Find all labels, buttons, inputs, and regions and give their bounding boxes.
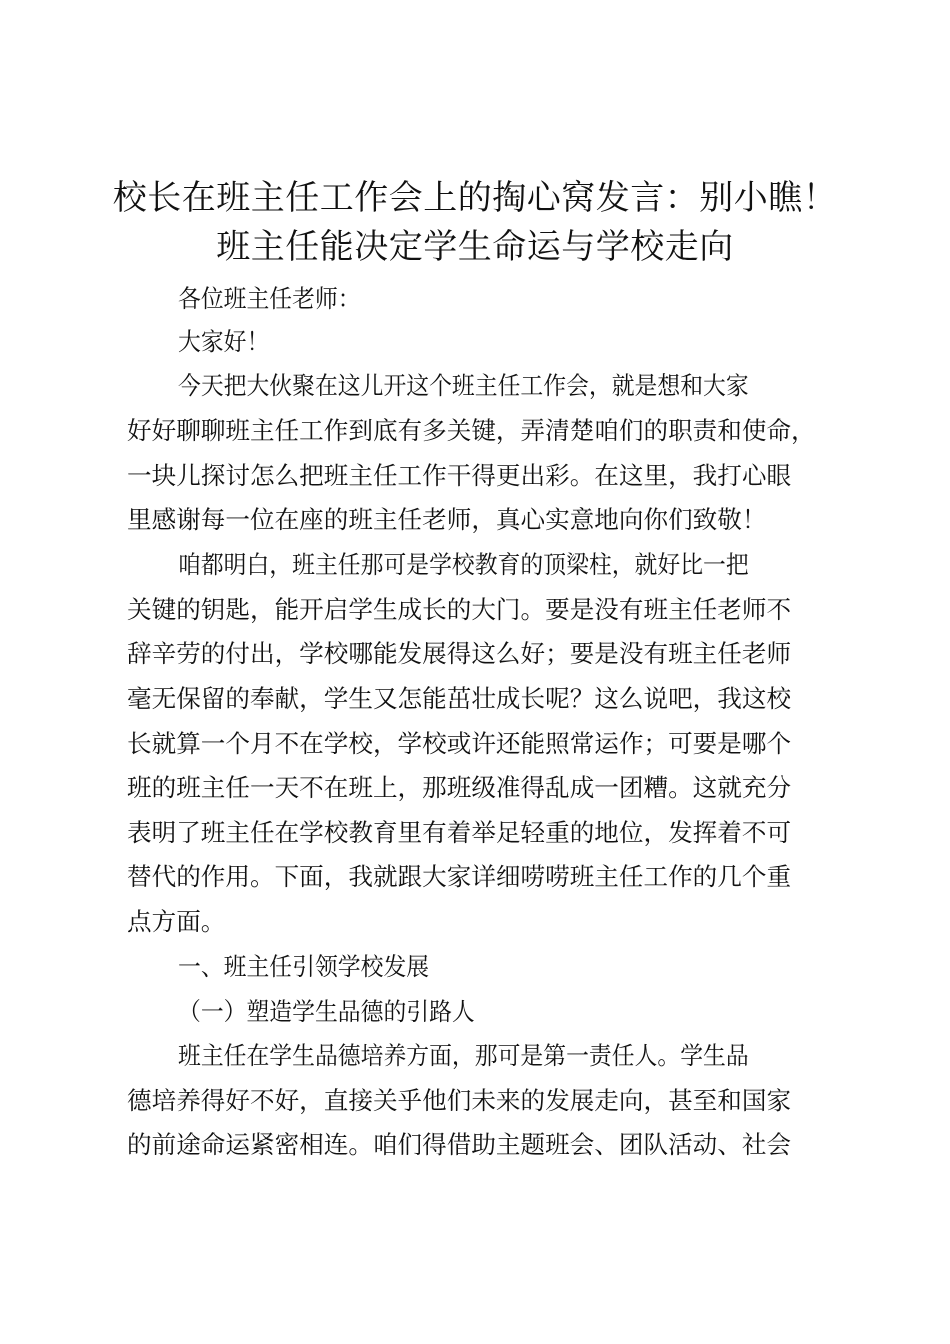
paragraph-line: 点方面。 <box>127 907 226 936</box>
document-title-line-1: 校长在班主任工作会上的掏心窝发言：别小瞧！ <box>112 178 838 218</box>
paragraph-line: 表明了班主任在学校教育里有着举足轻重的地位，发挥着不可 <box>127 818 792 847</box>
paragraph-line: 咱都明白，班主任那可是学校教育的顶梁柱，就好比一把 <box>178 550 749 579</box>
greeting: 大家好！ <box>178 327 270 356</box>
paragraph-line: 替代的作用。下面，我就跟大家详细唠唠班主任工作的几个重 <box>127 862 792 891</box>
paragraph-line: 今天把大伙聚在这儿开这个班主任工作会，就是想和大家 <box>178 371 749 400</box>
paragraph-line: 班主任在学生品德培养方面，那可是第一责任人。学生品 <box>178 1041 749 1070</box>
paragraph-line: 里感谢每一位在座的班主任老师，真心实意地向你们致敬！ <box>127 505 767 534</box>
paragraph-line: 的前途命运紧密相连。咱们得借助主题班会、团队活动、社会 <box>127 1130 792 1159</box>
paragraph-line: 长就算一个月不在学校，学校或许还能照常运作；可要是哪个 <box>127 729 792 758</box>
paragraph-line: 班的班主任一天不在班上，那班级准得乱成一团糟。这就充分 <box>127 773 792 802</box>
paragraph-line: 辞辛劳的付出，学校哪能发展得这么好；要是没有班主任老师 <box>127 639 792 668</box>
document-title-line-2: 班主任能决定学生命运与学校走向 <box>216 227 734 267</box>
paragraph-line: 一块儿探讨怎么把班主任工作干得更出彩。在这里，我打心眼 <box>127 461 792 490</box>
section-heading: 一、班主任引领学校发展 <box>178 952 430 981</box>
paragraph-line: 毫无保留的奉献，学生又怎能茁壮成长呢？这么说吧，我这校 <box>127 684 792 713</box>
paragraph-line: 好好聊聊班主任工作到底有多关键，弄清楚咱们的职责和使命， <box>127 416 816 445</box>
paragraph-line: 关键的钥匙，能开启学生成长的大门。要是没有班主任老师不 <box>127 595 792 624</box>
paragraph-line: 德培养得好不好，直接关乎他们未来的发展走向，甚至和国家 <box>127 1086 792 1115</box>
salutation: 各位班主任老师： <box>178 284 361 313</box>
subsection-heading: （一）塑造学生品德的引路人 <box>178 997 475 1026</box>
